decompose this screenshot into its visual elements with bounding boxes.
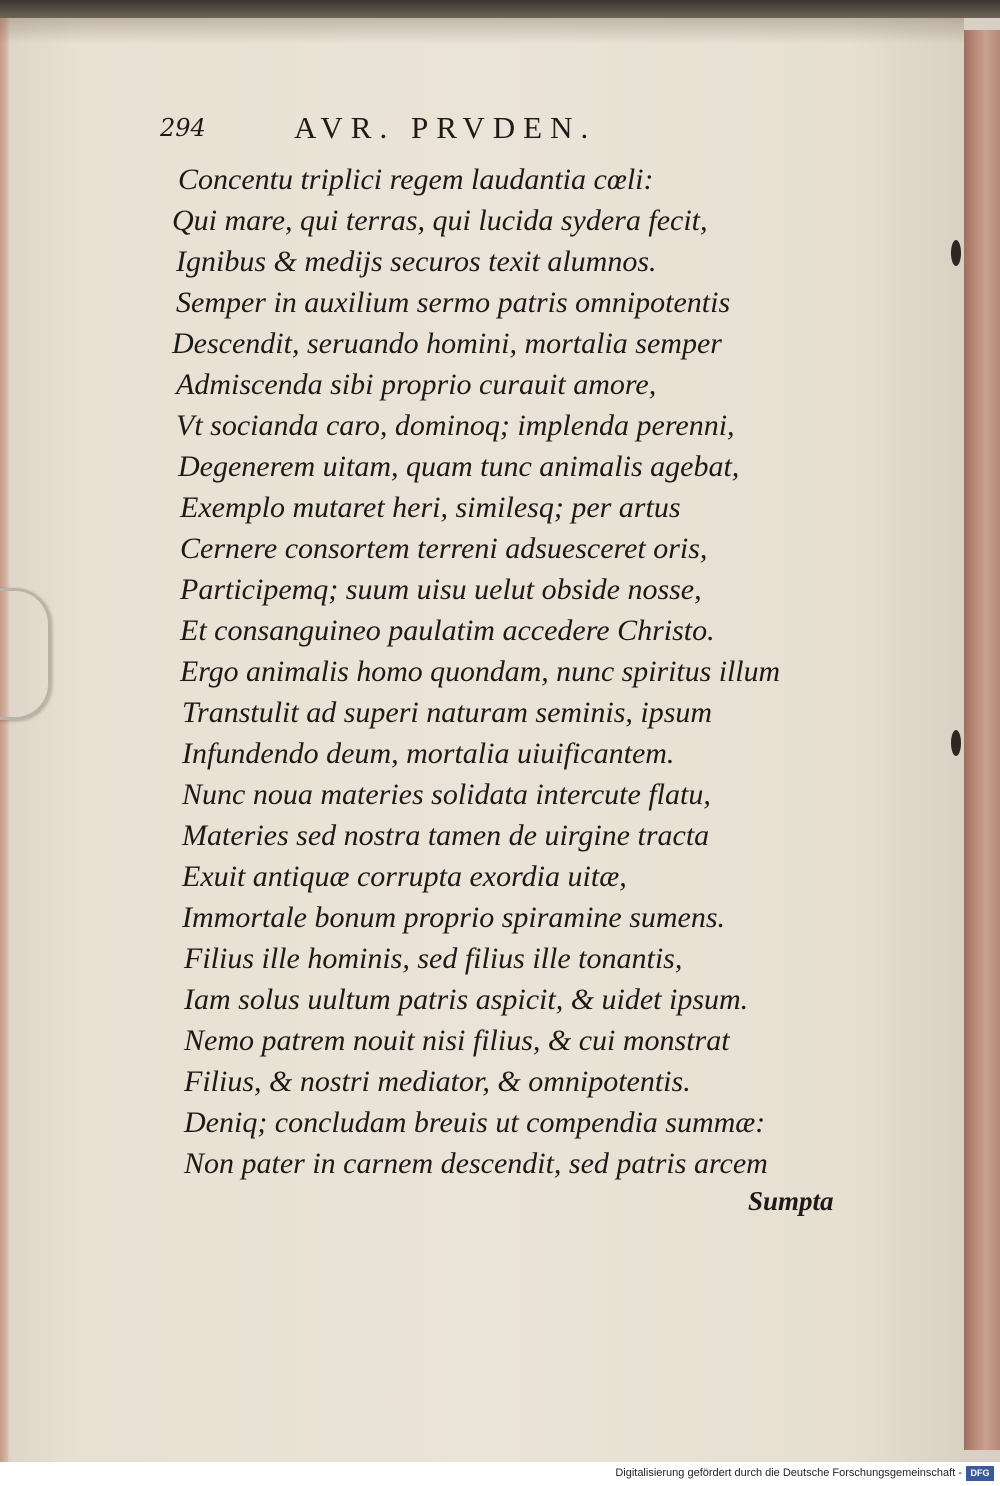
page-header <box>160 110 720 150</box>
verse-line: Filius ille hominis, sed filius ille tonantis, <box>184 942 683 975</box>
verse-line: Descendit, seruando homini, mortalia semper <box>172 327 722 360</box>
page-left-edge <box>0 18 10 1462</box>
verse-line: Et consanguineo paulatim accedere Christo. <box>180 614 715 647</box>
verse-line: Ergo animalis homo quondam, nunc spiritus illum <box>180 655 781 688</box>
page-top-shadow <box>0 18 964 44</box>
verse-line: Filius, & nostri mediator, & omnipotentis. <box>184 1065 691 1098</box>
verse-line: Nunc noua materies solidata intercute flatu, <box>182 778 711 811</box>
verse-line: Vt socianda caro, dominoq; implenda perenni, <box>176 409 735 442</box>
verse-line: Deniq; concludam breuis ut compendia summæ: <box>184 1106 766 1139</box>
verse-line: Ignibus & medijs securos texit alumnos. <box>176 245 657 278</box>
running-head: AVR. PRVDEN. <box>294 110 597 145</box>
verse-line: Materies sed nostra tamen de uirgine tracta <box>182 819 710 852</box>
verse-line: Concentu triplici regem laudantia cœli: <box>178 163 654 196</box>
clasp-clip-icon <box>0 588 51 720</box>
page-tab-mark-icon <box>951 240 961 266</box>
verse-line: Infundendo deum, mortalia uiuificantem. <box>182 737 675 770</box>
verse-line: Non pater in carnem descendit, sed patris arcem <box>184 1147 768 1180</box>
verse-line: Immortale bonum proprio spiramine sumens. <box>182 901 726 934</box>
verse-line: Nemo patrem nouit nisi filius, & cui monstrat <box>184 1024 730 1057</box>
digitization-credit: Digitalisierung gefördert durch die Deutsche Forschungsgemeinschaft - <box>615 1467 962 1479</box>
verse-line: Semper in auxilium sermo patris omnipotentis <box>176 286 731 319</box>
verse-line: Admiscenda sibi proprio curauit amore, <box>176 368 657 401</box>
page-tab-mark-icon <box>951 730 961 756</box>
verse-line: Cernere consortem terreni adsuesceret oris, <box>180 532 708 565</box>
verse-line: Qui mare, qui terras, qui lucida sydera fecit, <box>172 204 708 237</box>
dfg-logo: DFG <box>966 1466 994 1481</box>
book-page <box>0 18 964 1462</box>
verse-line: Participemq; suum uisu uelut obside nosse, <box>180 573 702 606</box>
catchword: Sumpta <box>748 1186 834 1216</box>
verse-line: Iam solus uultum patris aspicit, & uidet ipsum. <box>184 983 749 1016</box>
page-number: 294 <box>160 114 206 142</box>
verse-line: Exemplo mutaret heri, similesq; per artus <box>180 491 681 524</box>
footer-band <box>0 1462 1000 1486</box>
book-cover-top <box>0 0 1000 18</box>
verse-line: Transtulit ad superi naturam seminis, ipsum <box>182 696 713 729</box>
adjacent-page-edge <box>964 30 1000 1450</box>
verse-line: Exuit antiquæ corrupta exordia uitæ, <box>182 860 627 893</box>
verse-line: Degenerem uitam, quam tunc animalis agebat, <box>178 450 740 483</box>
